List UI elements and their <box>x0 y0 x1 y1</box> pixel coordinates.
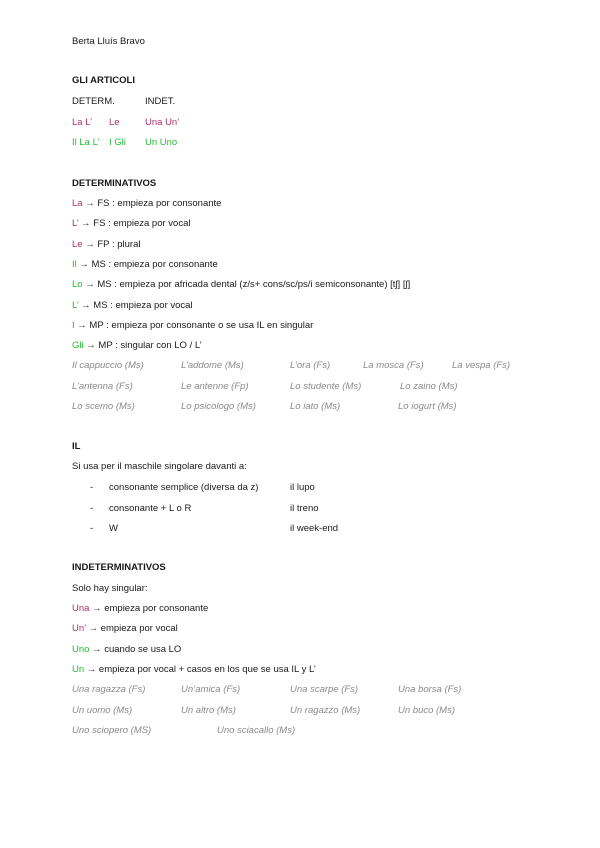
example-word: Lo psicologo (Ms) <box>181 401 256 412</box>
il-example: il treno <box>290 502 319 514</box>
example-word: Le antenne (Fp) <box>181 380 249 392</box>
example-word: Un buco (Ms) <box>398 704 456 716</box>
article-label: Un’ <box>72 623 86 635</box>
example-word: Lo studente (Ms) <box>290 380 362 392</box>
arrow-symbol: → <box>89 643 102 655</box>
bullet-dash: - <box>90 482 94 493</box>
il-example: il week-end <box>290 523 339 534</box>
rule-line <box>72 279 410 291</box>
example-word: Una ragazza (Fs) <box>72 684 146 695</box>
rule-text: cuando se usa LO <box>101 643 182 655</box>
example-word: Una borsa (Fs) <box>398 684 462 695</box>
example-word: Un ragazzo (Ms) <box>290 704 361 716</box>
rule-line <box>72 320 313 332</box>
example-word: Un’amica (Fs) <box>181 684 241 695</box>
rule-text: empieza por vocal <box>98 623 178 635</box>
bullet-dash: - <box>90 502 94 514</box>
col-header-determ: DETERM. <box>72 96 115 107</box>
article-label: Un <box>72 663 85 675</box>
il-rule: W <box>109 523 118 534</box>
arrow-symbol: → <box>76 258 89 270</box>
example-word: L’addome (Ms) <box>181 360 244 371</box>
section-title-indeterminativi: INDETERMINATIVOS <box>72 562 166 573</box>
article-label: Lo <box>72 279 83 291</box>
rule-text: FS : empieza por vocal <box>90 218 191 230</box>
example-word: Un uomo (Ms) <box>72 704 133 716</box>
example-word: Uno sciopero (MS) <box>72 725 152 736</box>
il-example: il lupo <box>290 482 315 493</box>
il-rule: consonante semplice (diversa da z) <box>109 482 259 493</box>
example-word: Il cappuccio (Ms) <box>72 360 144 371</box>
fem-determ: La L’ <box>72 117 93 128</box>
rule-line <box>72 300 193 312</box>
rule-text: MP : empieza por consonante o se usa IL en singular <box>86 319 314 331</box>
rule-line <box>72 340 202 352</box>
rule-line <box>72 623 178 635</box>
arrow-symbol: → <box>83 340 96 352</box>
arrow-symbol: → <box>84 663 97 675</box>
article-label: Una <box>72 603 90 614</box>
rule-text: MS : empieza por consonante <box>88 258 218 270</box>
arrow-symbol: → <box>82 279 95 291</box>
masc-indet: Un Uno <box>145 137 178 148</box>
article-label: L’ <box>72 299 79 311</box>
col-header-indet: INDET. <box>145 96 176 107</box>
masc-determ-plural: I Gli <box>109 137 126 148</box>
example-word: L’antenna (Fs) <box>72 380 133 392</box>
example-word: Lo iato (Ms) <box>290 401 341 412</box>
masc-determ: Il La L’ <box>72 137 100 148</box>
example-word: Lo scemo (Ms) <box>72 401 135 412</box>
il-rule: consonante + L o R <box>109 502 192 514</box>
example-word: L’ora (Fs) <box>290 360 331 371</box>
rule-line <box>72 644 181 656</box>
article-label: Il <box>72 258 77 270</box>
rule-text: empieza por vocal + casos en los que se usa IL y L’ <box>96 663 316 675</box>
article-label: L’ <box>72 218 79 230</box>
indet-intro: Solo hay singular: <box>72 583 148 594</box>
rule-text: FS : empieza por consonante <box>94 198 222 209</box>
fem-indet: Una Un’ <box>145 117 180 128</box>
rule-text: MS : empieza por vocal <box>90 299 193 311</box>
example-word: Un altro (Ms) <box>181 704 236 716</box>
arrow-symbol: → <box>78 218 91 230</box>
rule-line <box>72 259 218 271</box>
arrow-symbol: → <box>82 238 95 250</box>
arrow-symbol: → <box>78 299 91 311</box>
rule-line <box>72 603 208 615</box>
rule-line <box>72 198 221 210</box>
rule-text: empieza por consonante <box>101 603 209 614</box>
il-intro: Si usa per il maschile singolare davanti a: <box>72 461 247 472</box>
rule-text: FP : plural <box>94 238 141 250</box>
section-title-articoli: GLI ARTICOLI <box>72 75 135 86</box>
section-title-determinativi: DETERMINATIVOS <box>72 178 157 189</box>
example-word: Lo iogurt (Ms) <box>398 401 457 412</box>
article-label: La <box>72 198 83 209</box>
article-label: Le <box>72 238 83 250</box>
author-name: Berta Lluís Bravo <box>72 36 145 47</box>
example-word: Uno sciacallo (Ms) <box>217 725 296 736</box>
article-label: I <box>72 319 75 331</box>
rule-text: MP : singular con LO / L’ <box>95 340 202 352</box>
arrow-symbol: → <box>85 623 99 635</box>
article-label: Uno <box>72 643 90 655</box>
arrow-symbol: → <box>89 603 102 614</box>
arrow-symbol: → <box>82 198 95 209</box>
example-word: La mosca (Fs) <box>363 360 424 371</box>
rule-line <box>72 239 140 251</box>
rule-line <box>72 218 190 230</box>
example-word: Una scarpe (Fs) <box>290 684 359 695</box>
arrow-symbol: → <box>74 319 87 331</box>
example-word: La vespa (Fs) <box>452 360 511 371</box>
section-title-il: IL <box>72 441 81 452</box>
example-word: Lo zaino (Ms) <box>400 380 458 392</box>
fem-determ-plural: Le <box>109 117 120 128</box>
bullet-dash: - <box>90 523 94 534</box>
rule-text: MS : empieza por africada dental (z/s+ cons/sc/ps/i semiconsonante) [tʃ] [ʃ] <box>94 279 411 291</box>
rule-line <box>72 664 316 676</box>
article-label: Gli <box>72 340 84 352</box>
